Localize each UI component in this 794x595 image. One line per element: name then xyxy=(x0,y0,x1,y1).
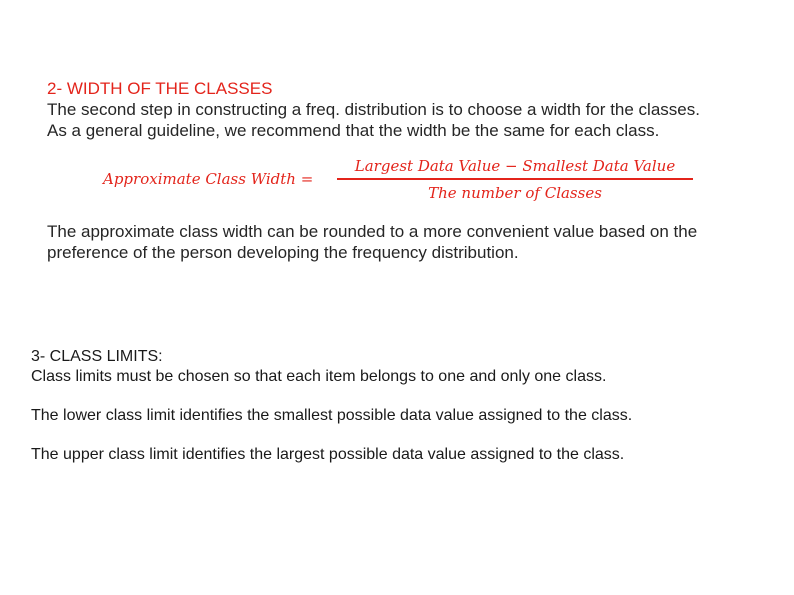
spacer xyxy=(31,426,771,445)
class-width-note-line-2: preference of the person developing the frequency distribution. xyxy=(47,243,519,262)
class-width-intro-line-1: The second step in constructing a freq. distribution is to choose a width for the classes. xyxy=(47,100,700,119)
formula-lhs: Approximate Class Width = xyxy=(103,170,314,188)
class-limits-line-1: Class limits must be chosen so that each item belongs to one and only one class. xyxy=(31,368,607,385)
class-width-heading: 2- WIDTH OF THE CLASSES xyxy=(47,79,273,98)
class-width-section xyxy=(47,79,767,141)
class-limits-section xyxy=(31,347,771,465)
class-width-formula xyxy=(103,155,703,205)
class-width-note xyxy=(47,221,767,263)
formula-numerator: Largest Data Value − Smallest Data Value xyxy=(354,157,676,175)
class-limits-line-2: The lower class limit identifies the smallest possible data value assigned to the class. xyxy=(31,407,633,424)
class-limits-heading: 3- CLASS LIMITS: xyxy=(31,348,163,365)
spacer xyxy=(31,387,771,406)
formula-denominator: The number of Classes xyxy=(428,183,602,202)
class-limits-line-3: The upper class limit identifies the largest possible data value assigned to the class. xyxy=(31,446,625,463)
fraction-bar xyxy=(337,178,693,180)
formula-fraction xyxy=(337,155,693,204)
class-width-note-line-1: The approximate class width can be rounded to a more convenient value based on the xyxy=(47,222,698,241)
class-width-intro-line-2: As a general guideline, we recommend that the width be the same for each class. xyxy=(47,121,660,140)
